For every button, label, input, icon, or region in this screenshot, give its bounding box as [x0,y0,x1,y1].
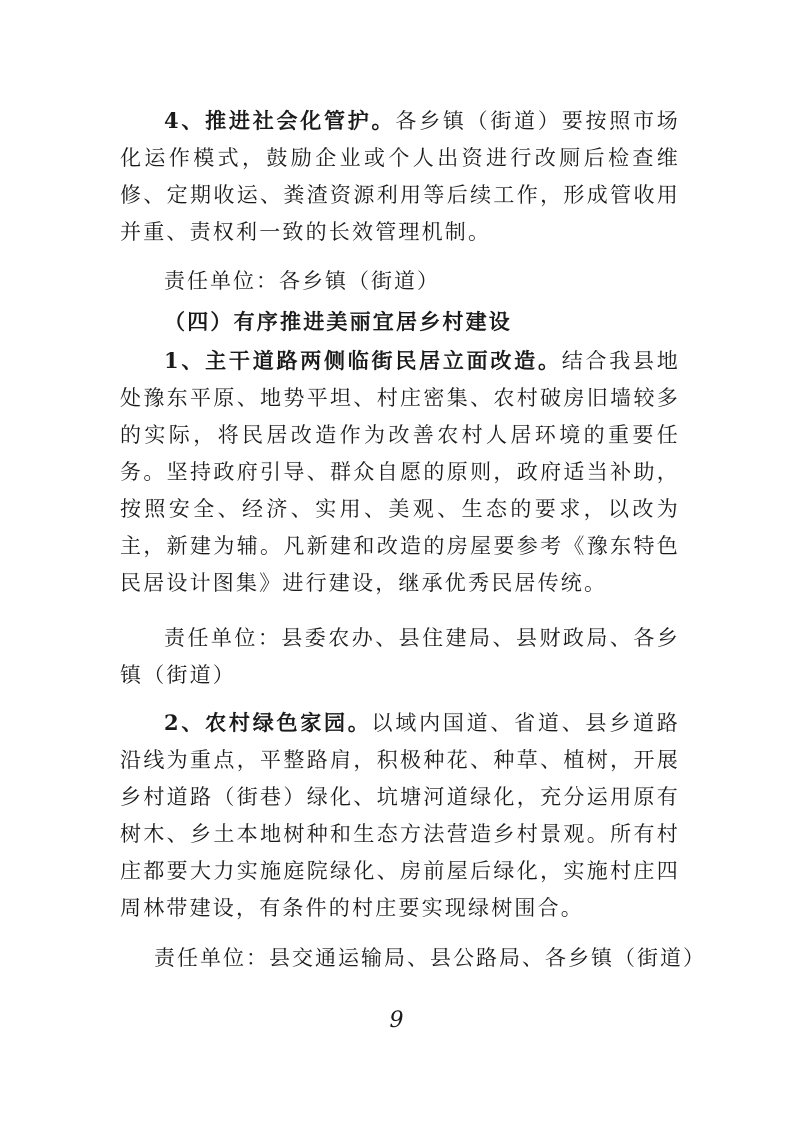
item1-responsible: 责任单位：县委农办、县住建局、县财政局、各乡镇（街道） [120,626,680,687]
item1-lead: 1、主干道路两侧临街民居立面改造。 [164,348,562,373]
item2-responsible: 责任单位：县交通运输局、县公路局、各乡镇（街道） [154,946,706,970]
section-heading-four: （四）有序推进美丽宜居乡村建设 [164,309,512,334]
item1-body: 结合我县地处豫东平原、地势平坦、村庄密集、农村破房旧墙较多的实际，将民居改造作为改善农村人居环境的重要任务。坚持政府引导、群众自愿的原则，政府适当补助，按照安全、经济、实用、美观、生态的要求，以改为主，新建为辅。凡新建和改造的房屋要参考《豫东特色民居设计图集》进行建设，继承优秀民居传统。 [120,349,681,595]
section4-responsible: 责任单位：各乡镇（街道） [164,269,440,293]
item2-lead: 2、农村绿色家园。 [164,710,372,735]
section4-paragraph [120,102,680,251]
section4-lead: 4、推进社会化管护。 [164,108,396,133]
item2-paragraph [120,704,680,927]
item2-body: 以域内国道、省道、县乡道路沿线为重点，平整路肩，积极种花、种草、植树，开展乡村道路（街巷）绿化、坑塘河道绿化，充分运用原有树木、乡土本地树种和生态方法营造乡村景观。所有村庄都要大力实施庭院绿化、房前屋后绿化，实施村庄四周林带建设，有条件的村庄要实现绿树围合。 [120,711,680,920]
page-number: 9 [389,1008,404,1033]
item1-paragraph [120,342,680,602]
section4-body: 各乡镇（街道）要按照市场化运作模式，鼓励企业或个人出资进行改厕后检查维修、定期收运、粪渣资源利用等后续工作，形成管收用并重、责权利一致的长效管理机制。 [120,109,680,244]
